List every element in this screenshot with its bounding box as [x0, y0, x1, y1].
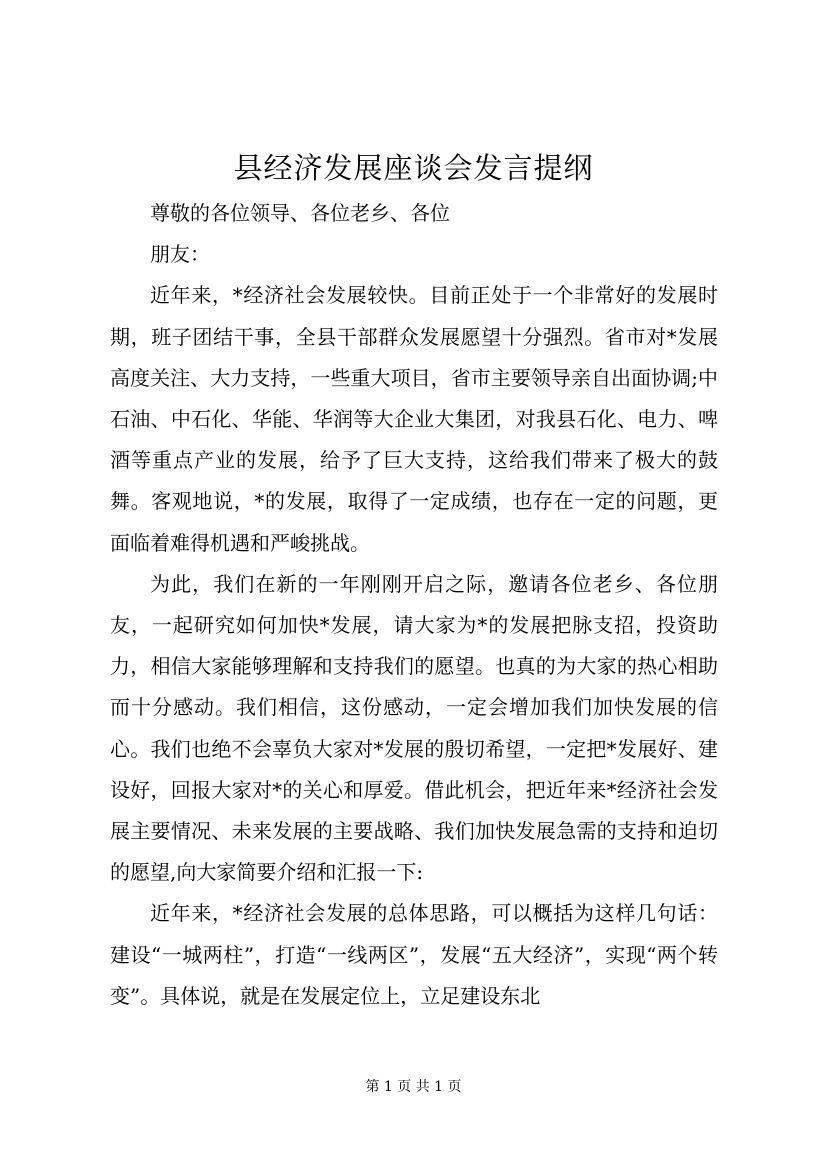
paragraph-3: 近年来，*经济社会发展的总体思路，可以概括为这样几句话：建设“一城两柱”，打造“一线两区”，发展“五大经济”，实现“两个转变”。具体说，就是在发展定位上，立足建设东北	[110, 901, 718, 1008]
page-number-footer: 第 1 页 共 1 页	[365, 1079, 462, 1095]
document-title: 县经济发展座谈会发言提纲	[233, 151, 594, 185]
salutation-line-1: 尊敬的各位领导、各位老乡、各位	[150, 201, 450, 225]
paragraph-1: 近年来，*经济社会发展较快。目前正处于一个非常好的发展时期，班子团结干事，全县干部群众发展愿望十分强烈。省市对*发展高度关注、大力支持，一些重大项目，省市主要领导亲自出面协调;中石油、中石化、华能、华润等大企业大集团，对我县石化、电力、啤酒等重点产业的发展，给予了巨大支持，这给我们带来了极大的鼓舞。客观地说，*的发展，取得了一定成绩，也存在一定的问题，更面临着难得机遇和严峻挑战。	[110, 283, 718, 555]
salutation-line-2: 朋友：	[150, 242, 210, 267]
paragraph-2: 为此，我们在新的一年刚刚开启之际，邀请各位老乡、各位朋友，一起研究如何加快*发展，请大家为*的发展把脉支招，投资助力，相信大家能够理解和支持我们的愿望。也真的为大家的热心相助而十分感动。我们相信，这份感动，一定会增加我们加快发展的信心。我们也绝不会辜负大家对*发展的殷切希望，一定把*发展好、建设好，回报大家对*的关心和厚爱。借此机会，把近年来*经济社会发展主要情况、未来发展的主要战略、我们加快发展急需的支持和迫切的愿望,向大家简要介绍和汇报一下:	[110, 571, 718, 885]
document-body	[110, 193, 718, 1017]
